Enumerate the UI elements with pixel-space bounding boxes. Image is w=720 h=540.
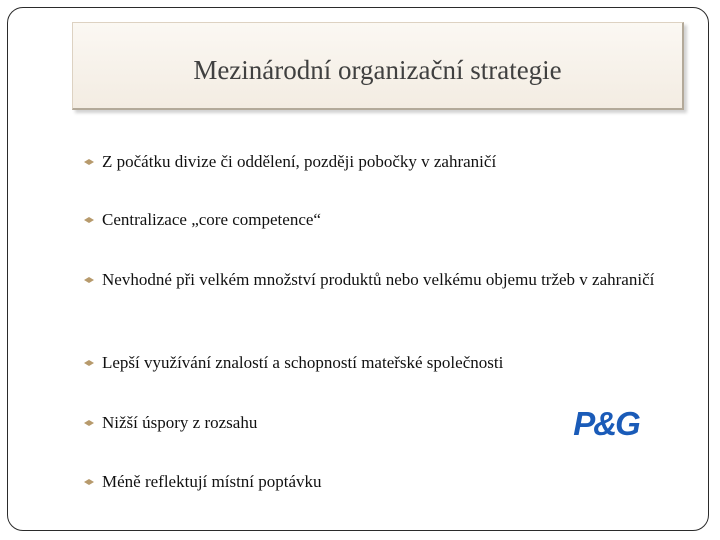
diamond-bullet-icon [84,277,94,283]
bullet-text: Z počátku divize či oddělení, později pobočky v zahraničí [102,152,497,171]
bullet-text: Nevhodné při velkém množství produktů nebo velkému objemu tržeb v zahraničí [102,270,655,289]
title-box [72,22,684,110]
bullet-item-6 [84,470,684,494]
diamond-bullet-icon [84,217,94,223]
diamond-bullet-icon [84,420,94,426]
diamond-bullet-icon [84,159,94,165]
bullet-item-4 [84,351,684,375]
bullet-text: Méně reflektují místní poptávku [102,472,322,491]
slide-title: Mezinárodní organizační strategie [193,55,562,85]
bullet-text: Nižší úspory z rozsahu [102,413,258,432]
pg-logo-text: P&G [573,405,639,441]
diamond-bullet-icon [84,479,94,485]
bullet-text: Lepší využívání znalostí a schopností mateřské společnosti [102,353,504,372]
bullet-item-2 [84,208,684,232]
bullet-text: Centralizace „core competence“ [102,210,321,229]
diamond-bullet-icon [84,360,94,366]
bullet-item-3 [84,268,684,292]
pg-logo [570,405,642,441]
bullet-item-1 [84,150,684,174]
